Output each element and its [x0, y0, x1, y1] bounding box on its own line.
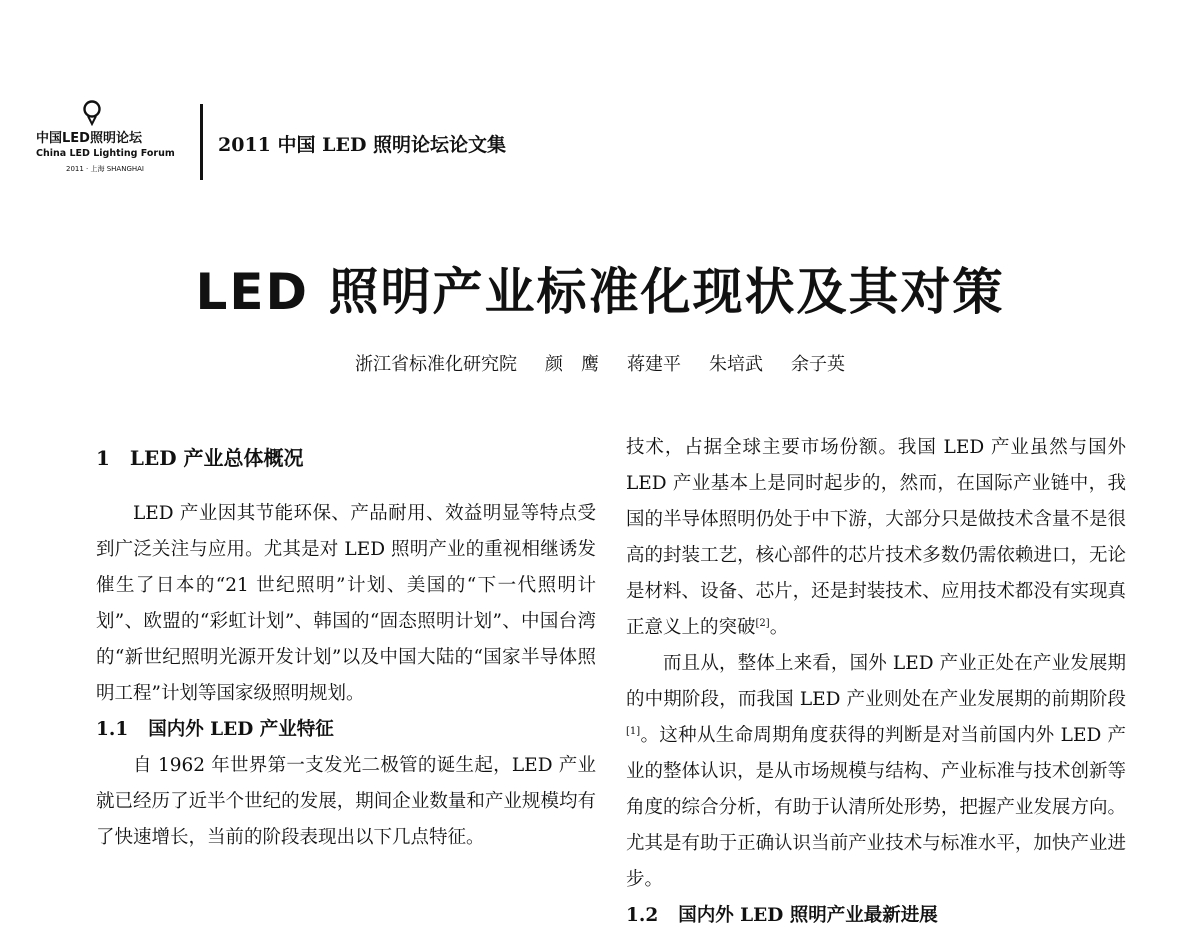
author-name: 颜 鹰 — [545, 354, 599, 375]
affiliation: 浙江省标准化研究院 — [355, 354, 517, 375]
paragraph: 而且从，整体上来看，国外 LED 产业正处在产业发展期的中期阶段，而我国 LED 产业则处在产业发展期的前期阶段[1]。这种从生命周期角度获得的判断是对当前国内外 LED 产业的整体认识，是从市场规模与结构、产业标准与技术创新等角度的综合分析，有助于认清所处形势，把握产业发展方向。尤其是有助于正确认识当前产业技术与标准水平，加快产业进步。 — [626, 653, 1126, 890]
left-column — [96, 430, 596, 856]
paragraph: 技术，占据全球主要市场份额。我国 LED 产业虽然与国外 LED 产业基本上是同时起步的，然而，在国际产业链中，我国的半导体照明仍处于中下游，大部分只是做技术含量不是很高的封装工艺，核心部件的芯片技术多数仍需依赖进口，无论是材料、设备、芯片，还是封装技术、应用技术都没有实现真正意义上的突破[2]。 — [626, 437, 1126, 638]
series-title: 2011 中国 LED 照明论坛论文集 — [218, 134, 507, 156]
bulb-icon — [82, 100, 102, 126]
page-header — [30, 100, 630, 182]
author-name: 蒋建平 — [627, 354, 681, 375]
paragraph: LED 产业因其节能环保、产品耐用、效益明显等特点受到广泛关注与应用。尤其是对 LED 照明产业的重视相继诱发催生了日本的“21 世纪照明”计划、美国的“下一代照明计划”、欧盟的“彩虹计划”、韩国的“固态照明计划”、中国台湾的“新世纪照明光源开发计划”以及中国大陆的“国家半导体照明工程”计划等国家级照明规划。 — [96, 503, 596, 704]
section-1-1-heading: 1.1 国内外 LED 产业特征 — [96, 719, 334, 740]
logo-en-text: China LED Lighting Forum — [36, 148, 175, 159]
author-name: 余子英 — [791, 354, 845, 375]
logo-sub-text: 2011 · 上海 SHANGHAI — [66, 165, 144, 173]
section-1-2-heading: 1.2 国内外 LED 照明产业最新进展 — [626, 905, 938, 926]
citation-ref: [2] — [755, 617, 770, 629]
citation-ref: [1] — [626, 725, 641, 737]
logo-cn-text: 中国LED照明论坛 — [36, 131, 142, 146]
right-column — [626, 430, 1126, 934]
paragraph: 自 1962 年世界第一支发光二极管的诞生起，LED 产业就已经历了近半个世纪的发展，期间企业数量和产业规模均有了快速增长，当前的阶段表现出以下几点特征。 — [96, 755, 596, 848]
header-divider — [200, 104, 203, 180]
author-name: 朱培武 — [709, 354, 763, 375]
forum-logo — [36, 100, 196, 182]
author-line — [0, 350, 1200, 376]
paper-title: LED 照明产业标准化现状及其对策 — [195, 263, 1005, 321]
section-1-heading: 1 LED 产业总体概况 — [96, 446, 304, 470]
